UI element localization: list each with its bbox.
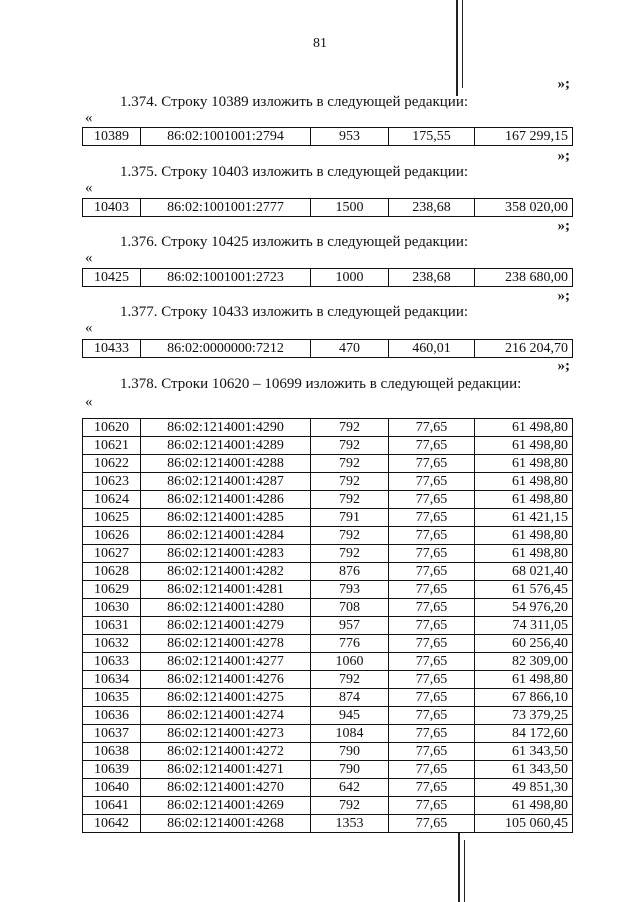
table-row [83, 761, 573, 779]
scan-artifact-line-bottom [458, 832, 460, 902]
total-value: 61 421,15 [475, 509, 573, 527]
area-value: 953 [311, 128, 389, 146]
cadastral-number: 86:02:1214001:4281 [141, 581, 311, 599]
table-row [83, 671, 573, 689]
row-number: 10628 [83, 563, 141, 581]
cadastral-number: 86:02:1214001:4268 [141, 815, 311, 833]
total-value: 61 498,80 [475, 545, 573, 563]
total-value: 61 498,80 [475, 797, 573, 815]
area-value: 791 [311, 509, 389, 527]
cadastral-number: 86:02:1214001:4286 [141, 491, 311, 509]
area-value: 642 [311, 779, 389, 797]
area-value: 793 [311, 581, 389, 599]
rate-value: 175,55 [389, 128, 475, 146]
area-value: 945 [311, 707, 389, 725]
total-value: 167 299,15 [475, 128, 573, 146]
cadastral-number: 86:02:1214001:4273 [141, 725, 311, 743]
table-row [83, 617, 573, 635]
row-number: 10633 [83, 653, 141, 671]
row-number: 10620 [83, 419, 141, 437]
row-number: 10639 [83, 761, 141, 779]
cadastral-number: 86:02:1214001:4272 [141, 743, 311, 761]
rate-value: 77,65 [389, 563, 475, 581]
scan-artifact-line-top [456, 0, 458, 96]
table-row [83, 635, 573, 653]
area-value: 776 [311, 635, 389, 653]
section-heading: 1.377. Строку 10433 изложить в следующей редакции: [120, 304, 469, 320]
total-value: 61 576,45 [475, 581, 573, 599]
total-value: 67 866,10 [475, 689, 573, 707]
table-row [83, 779, 573, 797]
opening-quote: « [85, 394, 93, 410]
area-value: 876 [311, 563, 389, 581]
rate-value: 77,65 [389, 743, 475, 761]
area-value: 470 [311, 340, 389, 358]
rate-value: 77,65 [389, 725, 475, 743]
row-number: 10621 [83, 437, 141, 455]
cadastral-number: 86:02:1214001:4271 [141, 761, 311, 779]
table-row [83, 743, 573, 761]
cadastral-number: 86:02:1214001:4269 [141, 797, 311, 815]
rate-value: 77,65 [389, 455, 475, 473]
row-number: 10622 [83, 455, 141, 473]
total-value: 74 311,05 [475, 617, 573, 635]
area-value: 792 [311, 419, 389, 437]
main-table-body [83, 419, 573, 833]
area-value: 792 [311, 491, 389, 509]
area-value: 792 [311, 797, 389, 815]
opening-quote: « [85, 180, 93, 196]
opening-quote: « [85, 250, 93, 266]
row-number: 10636 [83, 707, 141, 725]
total-value: 49 851,30 [475, 779, 573, 797]
total-value: 54 976,20 [475, 599, 573, 617]
table-row [83, 491, 573, 509]
area-value: 1000 [311, 269, 389, 287]
total-value: 216 204,70 [475, 340, 573, 358]
row-number: 10637 [83, 725, 141, 743]
row-number: 10632 [83, 635, 141, 653]
row-number: 10638 [83, 743, 141, 761]
row-number: 10641 [83, 797, 141, 815]
cadastral-number: 86:02:0000000:7212 [141, 340, 311, 358]
total-value: 61 498,80 [475, 491, 573, 509]
opening-quote: « [85, 110, 93, 126]
total-value: 68 021,40 [475, 563, 573, 581]
table-row [83, 707, 573, 725]
area-value: 1500 [311, 199, 389, 217]
cadastral-number: 86:02:1214001:4270 [141, 779, 311, 797]
cadastral-number: 86:02:1214001:4289 [141, 437, 311, 455]
row-number: 10629 [83, 581, 141, 599]
rate-value: 460,01 [389, 340, 475, 358]
rate-value: 77,65 [389, 599, 475, 617]
total-value: 82 309,00 [475, 653, 573, 671]
cadastral-number: 86:02:1001001:2723 [141, 269, 311, 287]
table-row [83, 581, 573, 599]
total-value: 238 680,00 [475, 269, 573, 287]
row-number: 10403 [83, 199, 141, 217]
rate-value: 77,65 [389, 509, 475, 527]
area-value: 874 [311, 689, 389, 707]
cadastral-number: 86:02:1214001:4290 [141, 419, 311, 437]
row-number: 10624 [83, 491, 141, 509]
scan-artifact-line-top-2 [462, 0, 463, 88]
total-value: 61 498,80 [475, 527, 573, 545]
table-row [83, 797, 573, 815]
total-value: 84 172,60 [475, 725, 573, 743]
closing-quote: »; [557, 288, 570, 304]
closing-quote: »; [557, 358, 570, 374]
row-number: 10627 [83, 545, 141, 563]
cadastral-number: 86:02:1214001:4279 [141, 617, 311, 635]
cadastral-number: 86:02:1214001:4285 [141, 509, 311, 527]
area-value: 708 [311, 599, 389, 617]
table-row [83, 199, 573, 217]
area-value: 790 [311, 761, 389, 779]
area-value: 957 [311, 617, 389, 635]
total-value: 61 343,50 [475, 761, 573, 779]
area-value: 792 [311, 437, 389, 455]
cadastral-number: 86:02:1214001:4280 [141, 599, 311, 617]
rate-value: 77,65 [389, 527, 475, 545]
section-heading: 1.376. Строку 10425 изложить в следующей редакции: [120, 234, 469, 250]
cadastral-number: 86:02:1214001:4276 [141, 671, 311, 689]
scan-artifact-line-bottom-2 [464, 840, 465, 902]
table-row [83, 128, 573, 146]
row-number: 10389 [83, 128, 141, 146]
total-value: 61 498,80 [475, 473, 573, 491]
page-number: 81 [313, 36, 327, 51]
row-number: 10433 [83, 340, 141, 358]
section-table [82, 127, 573, 146]
rate-value: 77,65 [389, 635, 475, 653]
rate-value: 77,65 [389, 671, 475, 689]
total-value: 60 256,40 [475, 635, 573, 653]
row-number: 10425 [83, 269, 141, 287]
table-row [83, 269, 573, 287]
cadastral-number: 86:02:1214001:4282 [141, 563, 311, 581]
table-row [83, 653, 573, 671]
table-row [83, 599, 573, 617]
table-row [83, 509, 573, 527]
table-row [83, 473, 573, 491]
table-row [83, 455, 573, 473]
rate-value: 77,65 [389, 797, 475, 815]
rate-value: 77,65 [389, 653, 475, 671]
row-number: 10626 [83, 527, 141, 545]
rate-value: 77,65 [389, 491, 475, 509]
opening-quote: « [85, 320, 93, 336]
table-row [83, 340, 573, 358]
rate-value: 77,65 [389, 545, 475, 563]
table-row [83, 419, 573, 437]
section-table [82, 198, 573, 217]
cadastral-number: 86:02:1214001:4278 [141, 635, 311, 653]
rate-value: 77,65 [389, 419, 475, 437]
closing-quote: »; [557, 148, 570, 164]
total-value: 358 020,00 [475, 199, 573, 217]
cadastral-number: 86:02:1214001:4274 [141, 707, 311, 725]
cadastral-number: 86:02:1214001:4275 [141, 689, 311, 707]
table-row [83, 545, 573, 563]
section-table [82, 268, 573, 287]
table-row [83, 689, 573, 707]
total-value: 73 379,25 [475, 707, 573, 725]
cadastral-number: 86:02:1214001:4287 [141, 473, 311, 491]
total-value: 61 498,80 [475, 671, 573, 689]
row-number: 10623 [83, 473, 141, 491]
cadastral-number: 86:02:1214001:4288 [141, 455, 311, 473]
total-value: 61 343,50 [475, 743, 573, 761]
table-row [83, 437, 573, 455]
area-value: 790 [311, 743, 389, 761]
main-section-heading: 1.378. Строки 10620 – 10699 изложить в следующей редакции: [120, 376, 522, 392]
total-value: 105 060,45 [475, 815, 573, 833]
total-value: 61 498,80 [475, 455, 573, 473]
table-row [83, 725, 573, 743]
cadastral-number: 86:02:1001001:2777 [141, 199, 311, 217]
closing-quote: »; [557, 76, 570, 92]
rate-value: 77,65 [389, 689, 475, 707]
rate-value: 238,68 [389, 199, 475, 217]
cadastral-number: 86:02:1001001:2794 [141, 128, 311, 146]
rate-value: 77,65 [389, 815, 475, 833]
total-value: 61 498,80 [475, 419, 573, 437]
area-value: 792 [311, 527, 389, 545]
area-value: 792 [311, 545, 389, 563]
row-number: 10630 [83, 599, 141, 617]
area-value: 792 [311, 455, 389, 473]
rate-value: 77,65 [389, 437, 475, 455]
main-table [82, 418, 573, 833]
total-value: 61 498,80 [475, 437, 573, 455]
section-heading: 1.375. Строку 10403 изложить в следующей редакции: [120, 164, 469, 180]
closing-quote: »; [557, 218, 570, 234]
rate-value: 77,65 [389, 617, 475, 635]
rate-value: 77,65 [389, 761, 475, 779]
rate-value: 77,65 [389, 779, 475, 797]
rate-value: 77,65 [389, 473, 475, 491]
cadastral-number: 86:02:1214001:4277 [141, 653, 311, 671]
rate-value: 77,65 [389, 581, 475, 599]
table-row [83, 815, 573, 833]
row-number: 10640 [83, 779, 141, 797]
row-number: 10642 [83, 815, 141, 833]
area-value: 792 [311, 671, 389, 689]
table-row [83, 527, 573, 545]
row-number: 10631 [83, 617, 141, 635]
area-value: 792 [311, 473, 389, 491]
section-table [82, 339, 573, 358]
cadastral-number: 86:02:1214001:4283 [141, 545, 311, 563]
table-row [83, 563, 573, 581]
row-number: 10635 [83, 689, 141, 707]
area-value: 1084 [311, 725, 389, 743]
row-number: 10625 [83, 509, 141, 527]
rate-value: 238,68 [389, 269, 475, 287]
cadastral-number: 86:02:1214001:4284 [141, 527, 311, 545]
row-number: 10634 [83, 671, 141, 689]
area-value: 1060 [311, 653, 389, 671]
rate-value: 77,65 [389, 707, 475, 725]
area-value: 1353 [311, 815, 389, 833]
section-heading: 1.374. Строку 10389 изложить в следующей редакции: [120, 94, 469, 110]
